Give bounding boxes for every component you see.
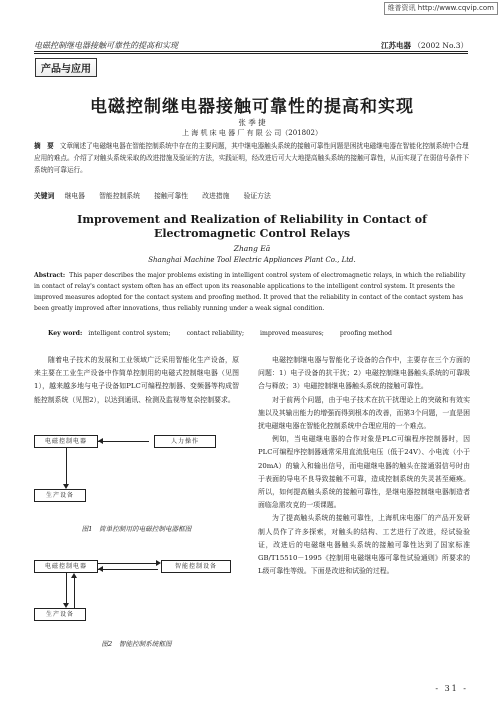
running-head-journal	[381, 40, 468, 51]
chinese-author: 张 季 捷	[238, 118, 266, 127]
fig2-arrow-line	[98, 563, 158, 564]
page-number: - 31 -	[435, 684, 468, 693]
english-keywords-label: Key word:	[48, 330, 83, 337]
header-rule-thin	[34, 53, 468, 54]
fig2-smart-box: 智能控制设备	[161, 560, 231, 573]
chinese-keyword: 验证方法	[243, 192, 271, 200]
journal-issue: （2002 No.3）	[413, 41, 468, 50]
body-left-column	[34, 354, 239, 407]
figure-2-caption: 图2 智能控制系统框图	[101, 640, 172, 648]
chinese-keyword: 智能控制系统	[99, 192, 140, 200]
journal-name: 江苏电器	[381, 41, 412, 50]
fig1-relay-box: 电磁控制电器	[34, 435, 98, 448]
english-abstract-text: This paper describes the major problems existing in intelligent control system of electromagnetic relays, in which the reliability in contact of relay's contact system often has an effect upon its reasonable applications to the intelligent control system. It presents the improved measures adopted for the contact system and proofing method. It proved that the reliability in contact of the contact system has been greatly improved after innovations, thus reliably running under a weak signal condition.	[34, 272, 466, 312]
fig2-arrow-line	[66, 573, 67, 605]
english-keyword: improved measures;	[260, 330, 324, 337]
header-rule	[34, 51, 468, 52]
chinese-keywords-label: 关键词	[34, 192, 55, 200]
chinese-keyword: 继电器	[64, 192, 85, 200]
fig2-arrow-line	[98, 569, 158, 570]
fig2-arrow-head	[71, 573, 77, 578]
chinese-title: 电磁控制继电器接触可靠性的提高和实现	[90, 97, 414, 117]
fig1-arrow-line	[66, 448, 67, 486]
english-title-line1: Improvement and Realization of Reliability in Contact of	[77, 213, 427, 226]
figure-1-diagram	[34, 425, 239, 540]
chinese-abstract-label: 摘 要	[34, 142, 54, 150]
english-affiliation: Shanghai Machine Tool Electric Appliances Plant Co., Ltd.	[148, 256, 356, 264]
english-author: Zhang Eā	[233, 244, 271, 253]
fig1-manual-box: 人力操作	[154, 435, 216, 448]
fig1-arrow-line	[98, 441, 149, 442]
chinese-affiliation: 上 海 机 床 电 器 厂 有 限 公 司（201802）	[182, 129, 322, 137]
english-keywords	[48, 330, 406, 337]
english-keyword: intelligent control system;	[88, 330, 171, 337]
fig2-relay-box: 电磁控制电器	[34, 560, 98, 573]
chinese-keyword: 接触可靠性	[154, 192, 189, 200]
watermark: 维普资讯 http://www.cqvip.com	[384, 2, 498, 15]
chinese-keywords	[34, 190, 283, 200]
english-abstract-label: Abstract:	[34, 272, 66, 279]
english-title-line2: Electromagnetic Control Relays	[153, 227, 351, 240]
fig2-production-box: 生产设备	[34, 608, 86, 621]
body-paragraph: 例如，当电磁继电器的合作对象是PLC可编程序控制器时，因PLC可编程序控制器通常采用直流低电压（低于24V）、小电流（小于20mA）的输入和输出信号，而电磁继电器的触头在接通弱信号时由于表面的导电不良导致接触不可靠，造成控制系统的失灵甚至瘫痪。所以，如何提高触头系统的接触可靠性，是继电器控制继电器制造者面临急需攻克的一项课题。	[258, 435, 470, 510]
figure-2-diagram	[34, 548, 239, 658]
running-head-title: 电磁控制继电器接触可靠性的提高和实现	[34, 41, 178, 50]
fig1-production-box: 生产设备	[34, 489, 86, 502]
chinese-keyword: 改进措施	[202, 192, 230, 200]
section-tag: 产品与应用	[35, 58, 97, 77]
body-paragraph: 对于前两个问题，由于电子技术在抗干扰理论上的突破和有效实施以及其输出能力的增强而得到根本的改善，而第3个问题，一直是困扰电磁继电器在智能化控制系统中合理应用的一个难点。	[258, 395, 470, 431]
english-keyword: proofing method	[339, 330, 392, 337]
body-paragraph: 为了提高触头系统的接触可靠性，上海机床电器厂的产品开发研制人员作了许多探索，对触头的结构、工艺进行了改进，经试验验证，改进后的电磁继电器触头系统的接触可靠性达到了国家标准GB/T15510－1995《控制用电磁继电器可靠性试验通则》所要求的L级可靠性等级。下面是改进和试验的过程。	[258, 514, 470, 576]
chinese-abstract-text: 文章阐述了电磁继电器在智能控制系统中存在的主要问题，其中继电器触头系统的接触可靠性问题是困扰电磁继电器在智能化控制系统中合理应用的难点。介绍了对触头系统采取的改进措施及验证的方法，实践证明，经改进后可大大地提高触头系统的接触可靠性，从而实现了在弱信号条件下系统的可靠运行。	[34, 142, 470, 174]
fig2-arrow-line	[74, 576, 75, 608]
body-paragraph: 随着电子技术的发展和工业领域广泛采用智能化生产设备，原来主要在工业生产设备中作简单控制用的电磁式控制继电器（见图1），越来越多地与电子设备如PLC可编程控制器、变频器等构成智能控制系统（见图2），以达到通讯、检测及监视等复杂控制要求。	[34, 356, 239, 404]
english-title	[0, 213, 504, 241]
english-keyword: contact reliability;	[186, 330, 245, 337]
body-paragraph: 电磁控制继电器与智能化子设备的合作中，主要存在三个方面的问题：1）电子设备的抗干扰；2）电磁控制继电器触头系统的可靠吸合与释放；3）电磁控制继电器触头系统的接触可靠性。	[258, 356, 470, 391]
body-right-column	[258, 354, 470, 578]
figure-1-caption: 图1 简单控制用的电磁控制电器框图	[81, 525, 192, 533]
fig2-arrow-head	[98, 566, 103, 572]
chinese-abstract	[34, 140, 470, 176]
fig1-arrow-head	[98, 438, 103, 444]
english-abstract	[34, 270, 470, 314]
